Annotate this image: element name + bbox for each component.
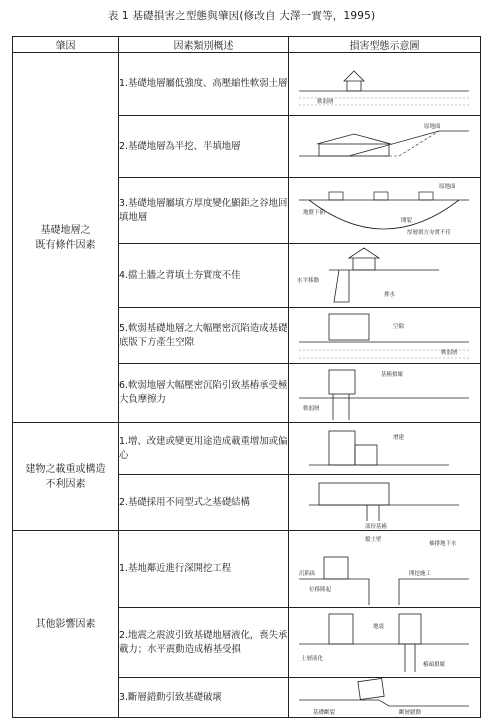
group-label-other: 其他影響因素	[13, 531, 119, 718]
diagram-cut-fill	[289, 116, 481, 178]
diagram-label: 斷層錯動	[399, 710, 422, 716]
diagram-label: 增建	[393, 435, 405, 441]
damage-cause-table	[12, 36, 481, 718]
diagram-label: 部份基樁	[365, 524, 388, 530]
header-factor: 因素類別概述	[119, 37, 289, 53]
diagram-label: 原地面	[439, 184, 456, 190]
diagram-label: 軟弱層	[303, 406, 320, 412]
diagram-extension	[289, 423, 481, 475]
diagram-earthquake	[289, 608, 481, 678]
group-label-existing: 基礎地層之 既有條件因素	[13, 53, 119, 423]
factor-text: 1.基地鄰近進行深開挖工程	[119, 531, 289, 608]
factor-text: 1.基礎地層屬低強度、高壓縮性軟弱土層	[119, 53, 289, 116]
diagram-label: 沉陷區	[299, 571, 316, 577]
table-caption: 表 1 基礎損害之型態與肇因(修改自 大澤一實等，1995)	[107, 10, 376, 22]
diagram-label: 開挖施工	[409, 571, 432, 577]
diagram-valley-fill	[289, 178, 481, 244]
diagram-label: 開裂	[401, 218, 413, 224]
diagram-label: 空隙	[393, 324, 405, 330]
diagram-label: 水平移動	[297, 278, 320, 284]
diagram-retaining-wall	[289, 244, 481, 308]
header-cause: 肇因	[13, 37, 119, 53]
diagram-label: 基礎斷裂	[313, 710, 336, 716]
factor-text: 5.軟弱基礎地層之大幅壓密沉陷造成基礎底版下方產生空隙	[119, 308, 289, 364]
factor-text: 3.斷層錯動引致基礎破壞	[119, 678, 289, 718]
diagram-label: 軟弱層	[441, 350, 458, 356]
table-row	[13, 531, 481, 608]
diagram-label: 軟弱層	[317, 99, 334, 105]
factor-text: 2.基礎地層為半挖、半填地層	[119, 116, 289, 178]
factor-text: 2.地震之震波引致基礎地層液化，喪失承載力；水平震動造成樁基受損	[119, 608, 289, 678]
table-row	[13, 53, 481, 116]
diagram-label: 擋土壁	[365, 537, 382, 543]
table-row	[13, 423, 481, 475]
diagram-label: 厚層填方夯實不佳	[407, 230, 452, 236]
diagram-label: 原地面	[424, 124, 441, 130]
diagram-void	[289, 308, 481, 364]
diagram-excavation	[289, 531, 481, 608]
diagram-label: 土層液化	[301, 656, 324, 662]
diagram-label: 位移隆起	[309, 587, 332, 593]
diagram-label: 地盤下陷	[303, 210, 326, 216]
diagram-label: 抽排地下水	[429, 541, 457, 547]
header-diagram: 損害型態示意圖	[289, 37, 481, 53]
diagram-fault	[289, 678, 481, 718]
factor-text: 6.軟弱地層大幅壓密沉陷引致基樁承受極大負摩擦力	[119, 364, 289, 423]
factor-text: 1.增、改建或變更用途造成載重增加或偏心	[119, 423, 289, 475]
group-label-structure: 建物之載重或構造 不利因素	[13, 423, 119, 531]
diagram-label: 排水	[384, 292, 396, 298]
diagram-soft-layer	[289, 53, 481, 116]
diagram-label: 地震	[373, 624, 385, 630]
factor-text: 4.擋土牆之背填土夯實度不佳	[119, 244, 289, 308]
diagram-pile-friction	[289, 364, 481, 423]
factor-text: 2.基礎採用不同型式之基礎結構	[119, 475, 289, 531]
diagram-label: 樁頭損壞	[423, 662, 446, 668]
table-header-row	[13, 37, 481, 53]
diagram-label: 基樁損壞	[381, 372, 404, 378]
diagram-mixed-foundation	[289, 475, 481, 531]
factor-text: 3.基礎地層屬填方厚度變化顯鉅之谷地回填地層	[119, 178, 289, 244]
